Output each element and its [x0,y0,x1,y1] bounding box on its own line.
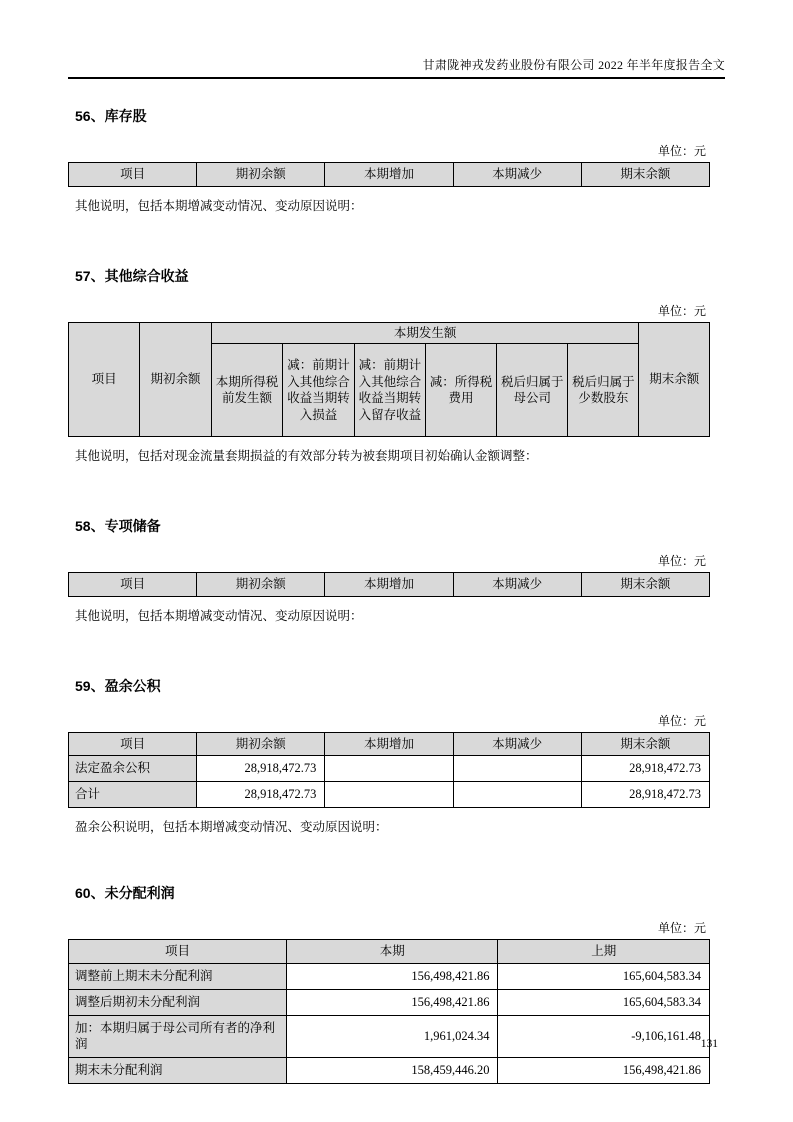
table-row [69,756,710,782]
column-header: 减：前期计入其他综合收益当期转入损益 [283,344,355,437]
column-header: 项目 [69,322,140,437]
column-header: 税后归属于母公司 [497,344,568,437]
table-cell: 165,604,583.34 [498,963,710,989]
section-other-comprehensive-income [68,266,725,465]
section-undistributed-profit [68,883,725,1084]
column-header: 期初余额 [140,322,212,437]
table-row [69,963,710,989]
column-header: 减：所得税费用 [425,344,496,437]
section-title: 59、盈余公积 [75,677,161,694]
section-note: 其他说明，包括本期增减变动情况、变动原因说明： [75,608,363,623]
section-treasury-stock [68,106,725,214]
table-cell: 28,918,472.73 [581,756,709,782]
row-label-cell: 法定盈余公积 [69,756,197,782]
row-label-cell: 合计 [69,782,197,808]
table-row [69,1057,710,1083]
other-comprehensive-income-table [68,322,710,438]
table-cell: 156,498,421.86 [498,1057,710,1083]
column-header: 本期所得税前发生额 [211,344,282,437]
table-cell: 156,498,421.86 [286,989,498,1015]
table-cell [453,756,581,782]
section-surplus-reserve [68,676,725,836]
table-row [69,782,710,808]
column-header: 本期减少 [453,163,581,187]
table-cell: 156,498,421.86 [286,963,498,989]
section-note: 其他说明，包括本期增减变动情况、变动原因说明： [75,198,363,213]
column-header: 期初余额 [197,163,325,187]
column-group-header: 本期发生额 [211,322,638,344]
column-header: 本期增加 [325,573,453,597]
unit-label: 单位：元 [657,554,706,568]
table-header-row [69,322,710,344]
column-header: 本期增加 [325,163,453,187]
column-header: 本期增加 [325,732,453,756]
column-header: 上期 [498,940,710,964]
undistributed-profit-table [68,939,710,1084]
row-label-cell: 期末未分配利润 [69,1057,287,1083]
unit-label: 单位：元 [657,144,706,158]
section-special-reserve [68,516,725,624]
column-header: 税后归属于少数股东 [568,344,639,437]
column-header: 本期 [286,940,498,964]
table-header-row [69,573,710,597]
unit-label: 单位：元 [657,921,706,935]
unit-label: 单位：元 [657,713,706,728]
column-header: 期末余额 [581,573,709,597]
column-header: 期初余额 [197,732,325,756]
row-label-cell: 调整前上期末未分配利润 [69,963,287,989]
column-header: 减：前期计入其他综合收益当期转入留存收益 [354,344,425,437]
surplus-reserve-table [68,732,710,809]
page-header [68,0,725,79]
table-header-row [69,732,710,756]
page-number: 131 [700,1038,718,1050]
section-title: 60、未分配利润 [75,885,175,901]
section-note: 盈余公积说明，包括本期增减变动情况、变动原因说明： [75,820,388,834]
table-cell: 158,459,446.20 [286,1057,498,1083]
column-header: 项目 [69,573,197,597]
column-header: 期初余额 [197,573,325,597]
column-header: 期末余额 [581,163,709,187]
table-cell [453,782,581,808]
column-header: 本期减少 [453,732,581,756]
section-title: 58、专项储备 [75,518,161,534]
report-header-title: 甘肃陇神戎发药业股份有限公司 2022 年半年度报告全文 [422,58,725,72]
treasury-stock-table [68,162,710,187]
row-label-cell: 调整后期初未分配利润 [69,989,287,1015]
table-header-row [69,940,710,964]
column-header: 项目 [69,163,197,187]
section-title: 57、其他综合收益 [75,267,189,284]
unit-label: 单位：元 [657,303,706,318]
table-cell: -9,106,161.48 [498,1015,710,1057]
table-cell: 28,918,472.73 [197,756,325,782]
table-cell: 28,918,472.73 [581,782,709,808]
table-cell: 1,961,024.34 [286,1015,498,1057]
table-cell [325,756,453,782]
column-header: 本期减少 [453,573,581,597]
column-header: 项目 [69,732,197,756]
table-header-row [69,163,710,187]
row-label-cell: 加：本期归属于母公司所有者的净利润 [69,1015,287,1057]
table-row [69,989,710,1015]
table-row [69,1015,710,1057]
table-cell [325,782,453,808]
table-cell: 165,604,583.34 [498,989,710,1015]
table-cell: 28,918,472.73 [197,782,325,808]
section-title: 56、库存股 [75,108,147,124]
special-reserve-table [68,572,710,597]
section-note: 其他说明，包括对现金流量套期损益的有效部分转为被套期项目初始确认金额调整： [75,449,538,463]
column-header: 期末余额 [639,322,710,437]
column-header: 项目 [69,940,287,964]
column-header: 期末余额 [581,732,709,756]
